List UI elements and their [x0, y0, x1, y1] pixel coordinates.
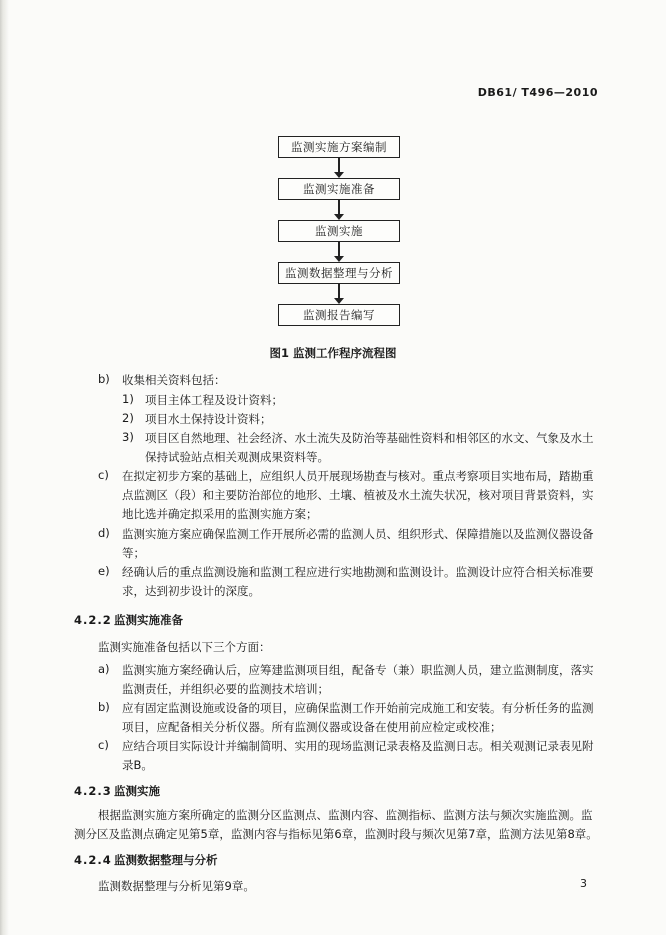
section-heading-4-2-3 [74, 783, 160, 799]
sublist-text: 项目水土保持设计资料； [145, 412, 272, 426]
list-label: c) [98, 738, 109, 752]
section-heading-4-2-4 [74, 852, 218, 868]
section-title: 监测实施准备 [114, 613, 183, 627]
list-text: 收集相关资料包括： [122, 373, 226, 387]
list-text: 应有固定监测设施或设备的项目，应确保监测工作开始前完成施工和安装。有分析任务的监测 [122, 701, 594, 715]
sublist-text: 保持试验站点相关观测成果资料等。 [145, 450, 329, 464]
flow-step-1: 监测实施方案编制 [278, 136, 400, 158]
flow-arrow [338, 200, 340, 215]
sublist-label: 1) [122, 392, 134, 406]
list-label: b) [98, 372, 110, 386]
document-id: DB61/ T496—2010 [477, 86, 598, 99]
list-text: 录B。 [122, 758, 153, 772]
sublist-text: 项目区自然地理、社会经济、水土流失及防治等基础性资料和相邻区的水文、气象及水土 [145, 431, 594, 445]
list-text: 在拟定初步方案的基础上，应组织人员开展现场勘查与核对。重点考察项目实地布局，踏勘重 [122, 469, 594, 483]
paragraph: 测分区及监测点确定见第5章，监测内容与指标见第6章，监测时段与频次见第7章，监测方法见第8章。 [74, 827, 598, 841]
list-label: c) [98, 468, 109, 482]
section-title: 监测实施 [114, 784, 160, 798]
list-text: 等； [122, 546, 145, 560]
sublist-text: 项目主体工程及设计资料； [145, 393, 283, 407]
list-text: 项目，应配备相关分析仪器。所有监测仪器或设备在使用前应检定或校准； [122, 720, 502, 734]
section-heading-4-2-2 [74, 612, 183, 628]
list-text: 应结合项目实际设计并编制简明、实用的现场监测记录表格及监测日志。相关观测记录表见附 [122, 739, 594, 753]
paragraph: 监测数据整理与分析见第9章。 [98, 879, 255, 893]
scan-edge [0, 0, 9, 935]
list-text: 求，达到初步设计的深度。 [122, 584, 260, 598]
list-text: 监测实施方案经确认后，应筹建监测项目组，配备专（兼）职监测人员，建立监测制度，落实 [122, 663, 594, 677]
sublist-label: 2) [122, 411, 134, 425]
flow-step-5: 监测报告编写 [278, 304, 400, 326]
paragraph: 根据监测实施方案所确定的监测分区监测点、监测内容、监测指标、监测方法与频次实施监测。监 [98, 808, 593, 822]
list-text: 点监测区（段）和主要防治部位的地形、土壤、植被及水土流失状况，核对项目背景资料，实 [122, 488, 594, 502]
flow-arrow [338, 158, 340, 173]
list-text: 监测责任，并组织必要的监测技术培训； [122, 682, 329, 696]
section-number: 4.2.3 [74, 784, 112, 798]
figure-caption: 图1 监测工作程序流程图 [269, 346, 397, 360]
list-label: d) [98, 526, 110, 540]
list-text: 地比选并确定拟采用的监测实施方案； [122, 507, 318, 521]
section-number: 4.2.4 [74, 853, 112, 867]
flow-step-2: 监测实施准备 [278, 178, 400, 200]
sublist-label: 3) [122, 430, 134, 444]
page-number: 3 [580, 877, 587, 890]
flow-arrow [338, 242, 340, 257]
paragraph: 监测实施准备包括以下三个方面： [98, 640, 271, 654]
section-number: 4.2.2 [74, 613, 112, 627]
list-text: 监测实施方案应确保监测工作开展所必需的监测人员、组织形式、保障措施以及监测仪器设备 [122, 527, 594, 541]
list-label: e) [98, 564, 110, 578]
list-label: b) [98, 700, 110, 714]
list-text: 经确认后的重点监测设施和监测工程应进行实地勘测和监测设计。监测设计应符合相关标准要 [122, 565, 594, 579]
flow-step-4: 监测数据整理与分析 [278, 262, 400, 284]
section-title: 监测数据整理与分析 [114, 853, 218, 867]
list-label: a) [98, 662, 110, 676]
flow-step-3: 监测实施 [278, 220, 400, 242]
flow-arrow [338, 284, 340, 299]
